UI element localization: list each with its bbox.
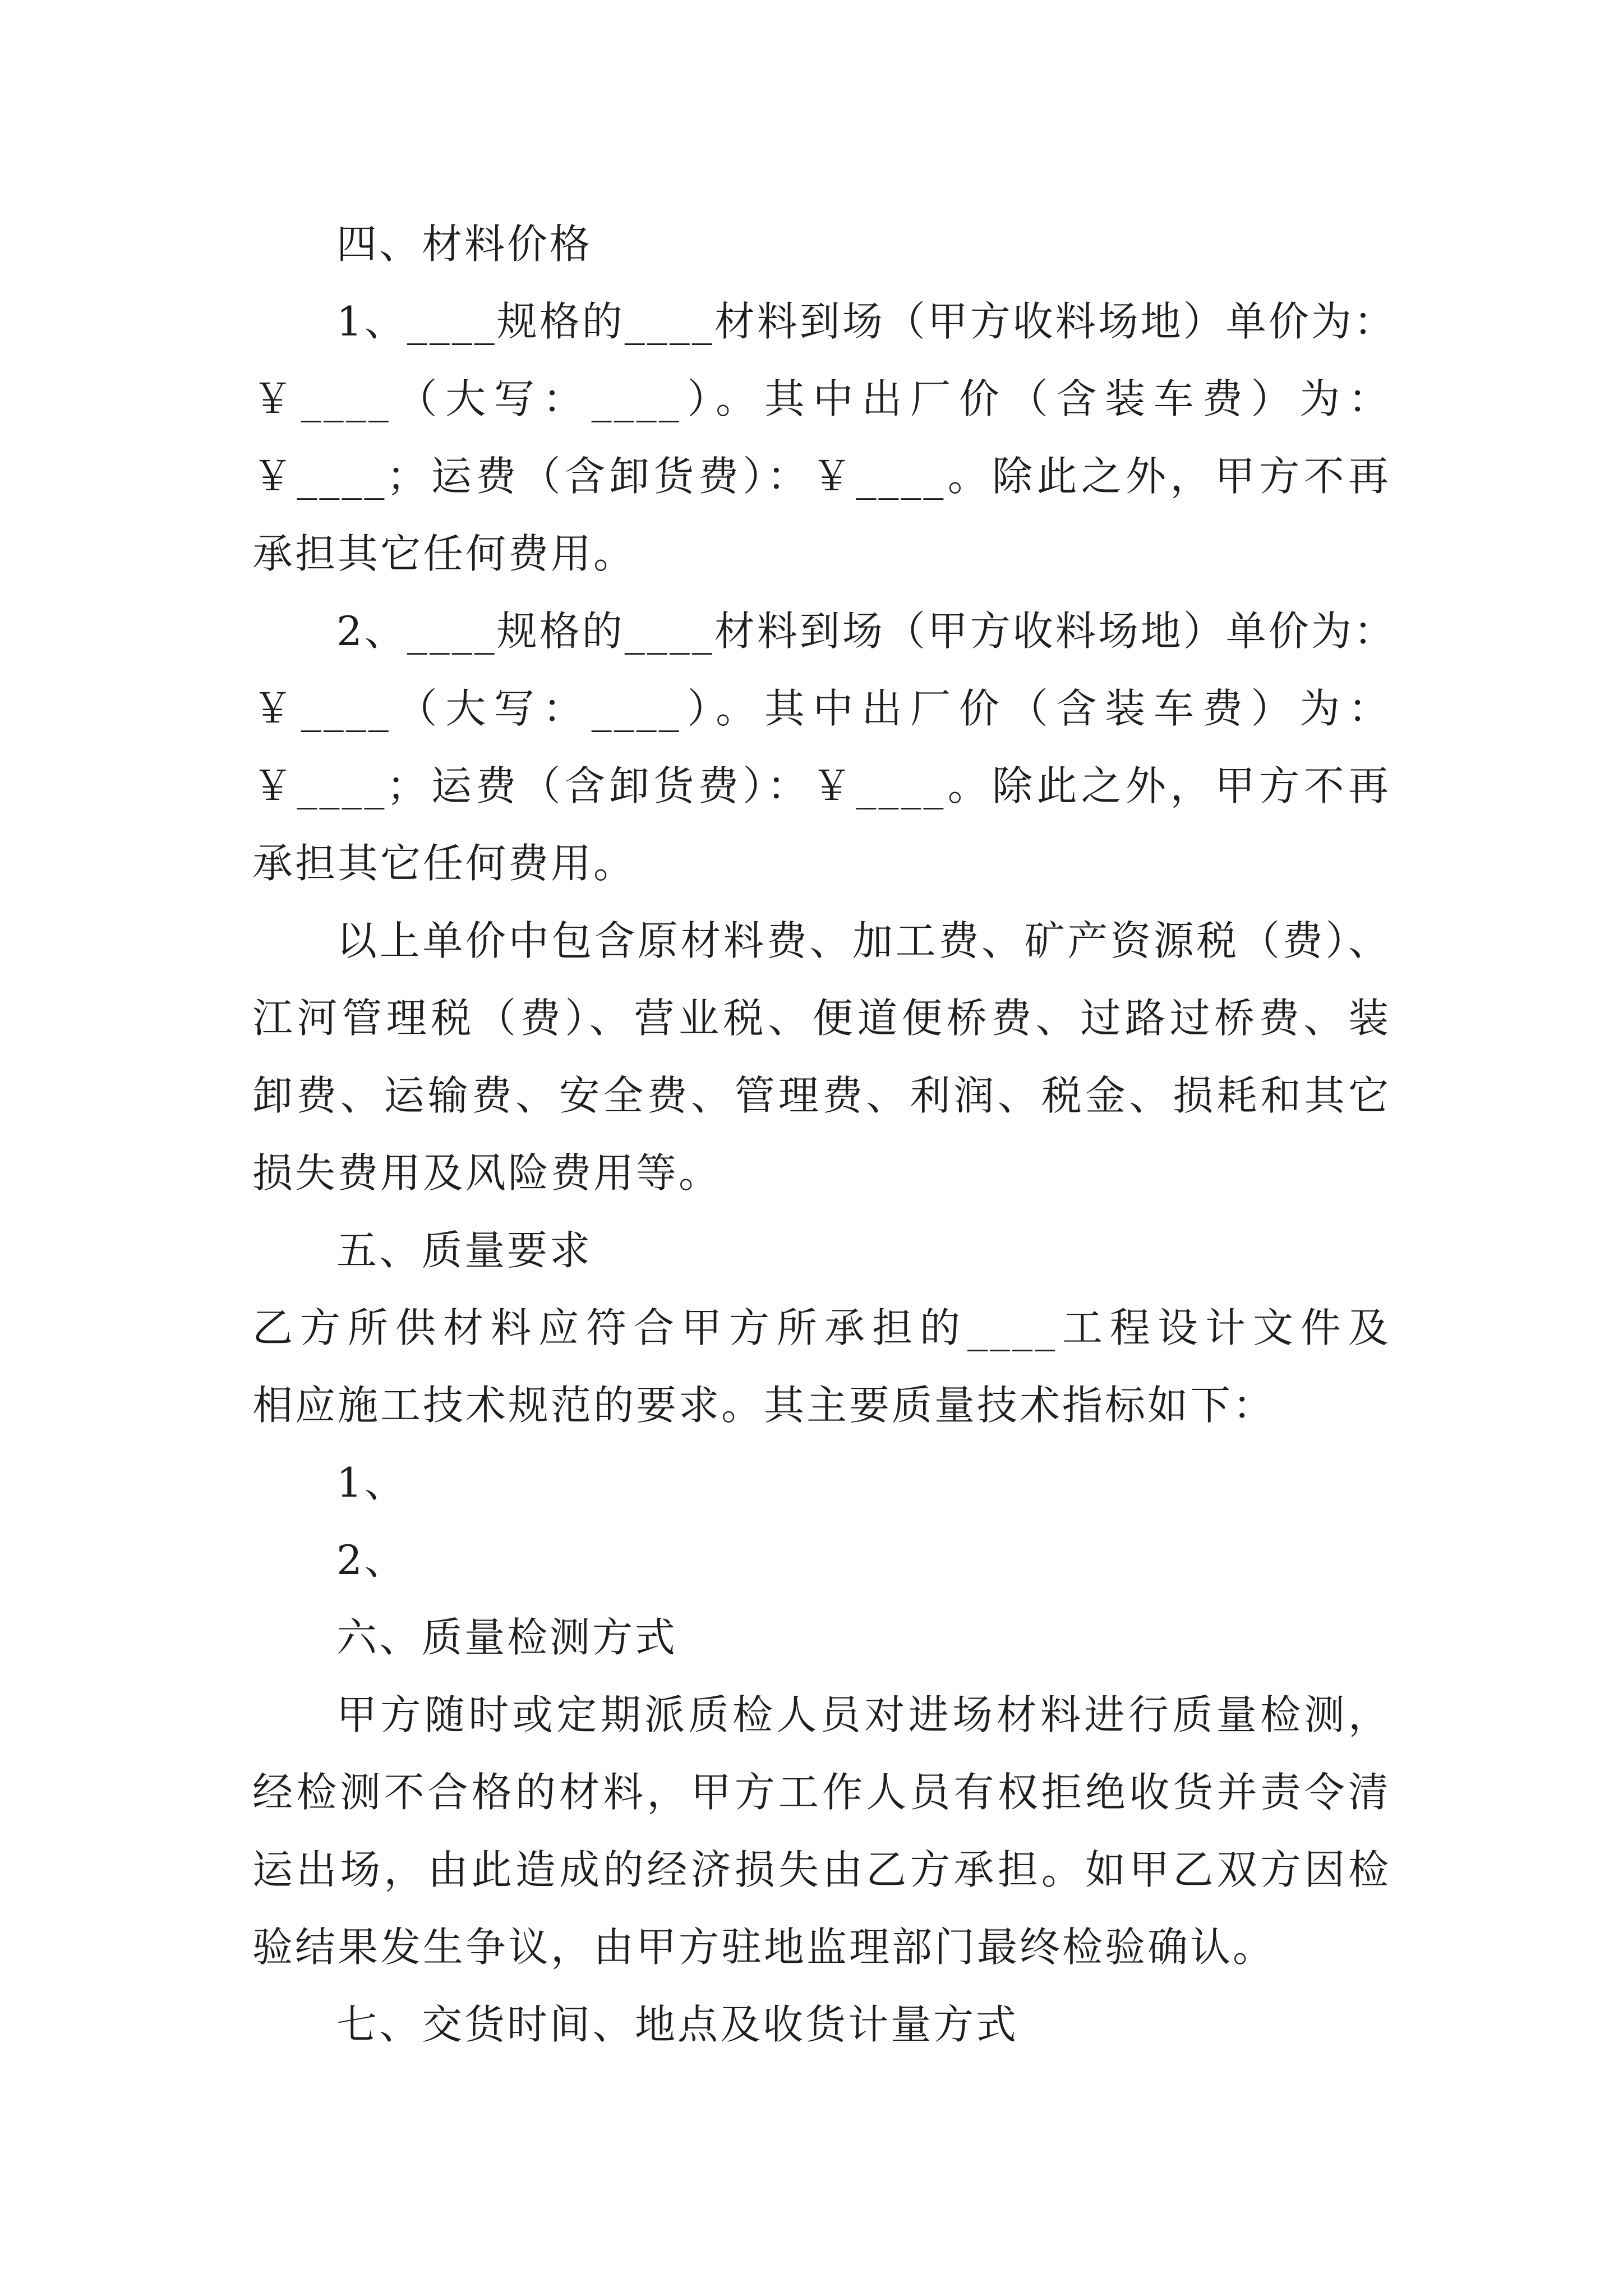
price-item-2-line-3: ￥____；运费（含卸货费）：￥____。除此之外，甲方不再: [252, 762, 1391, 809]
price-item-1-line-4: 承担其它任何费用。: [252, 530, 637, 577]
price-inclusion-line-4: 损失费用及风险费用等。: [252, 1149, 722, 1197]
price-inclusion-line-3: 卸费、运输费、安全费、管理费、利润、税金、损耗和其它: [252, 1072, 1391, 1119]
quality-indicator-item-2: 2、: [336, 1536, 407, 1584]
price-item-1-line-1: 1、____规格的____材料到场（甲方收料场地）单价为：: [336, 298, 1396, 345]
section-heading-quality-inspection: 六、质量检测方式: [336, 1614, 678, 1661]
price-item-1-line-3: ￥____；运费（含卸货费）：￥____。除此之外，甲方不再: [252, 453, 1391, 500]
quality-indicator-item-1: 1、: [336, 1459, 407, 1506]
price-inclusion-line-2: 江河管理税（费）、营业税、便道便桥费、过路过桥费、装: [252, 995, 1391, 1042]
section-heading-quality-requirements: 五、质量要求: [336, 1227, 593, 1274]
inspection-paragraph-line-3: 运出场，由此造成的经济损失由乙方承担。如甲乙双方因检: [252, 1846, 1391, 1893]
price-inclusion-line-1: 以上单价中包含原材料费、加工费、矿产资源税（费）、: [336, 917, 1391, 964]
price-item-2-line-2: ￥____（大写：____）。其中出厂价（含装车费）为：: [252, 685, 1391, 732]
quality-requirement-line-1: 乙方所供材料应符合甲方所承担的____工程设计文件及: [252, 1304, 1391, 1351]
section-heading-delivery: 七、交货时间、地点及收货计量方式: [336, 2001, 1019, 2048]
inspection-paragraph-line-1: 甲方随时或定期派质检人员对进场材料进行质量检测，: [336, 1691, 1391, 1738]
inspection-paragraph-line-2: 经检测不合格的材料，甲方工作人员有权拒绝收货并责令清: [252, 1769, 1391, 1816]
price-item-1-line-2: ￥____（大写：____）。其中出厂价（含装车费）为：: [252, 375, 1391, 422]
quality-requirement-line-2: 相应施工技术规范的要求。其主要质量技术指标如下：: [252, 1382, 1276, 1429]
price-item-2-line-4: 承担其它任何费用。: [252, 840, 637, 887]
inspection-paragraph-line-4: 验结果发生争议，由甲方驻地监理部门最终检验确认。: [252, 1924, 1276, 1971]
section-heading-material-price: 四、材料价格: [336, 220, 593, 268]
price-item-2-line-1: 2、____规格的____材料到场（甲方收料场地）单价为：: [336, 608, 1396, 655]
document-page: [252, 0, 1396, 2296]
